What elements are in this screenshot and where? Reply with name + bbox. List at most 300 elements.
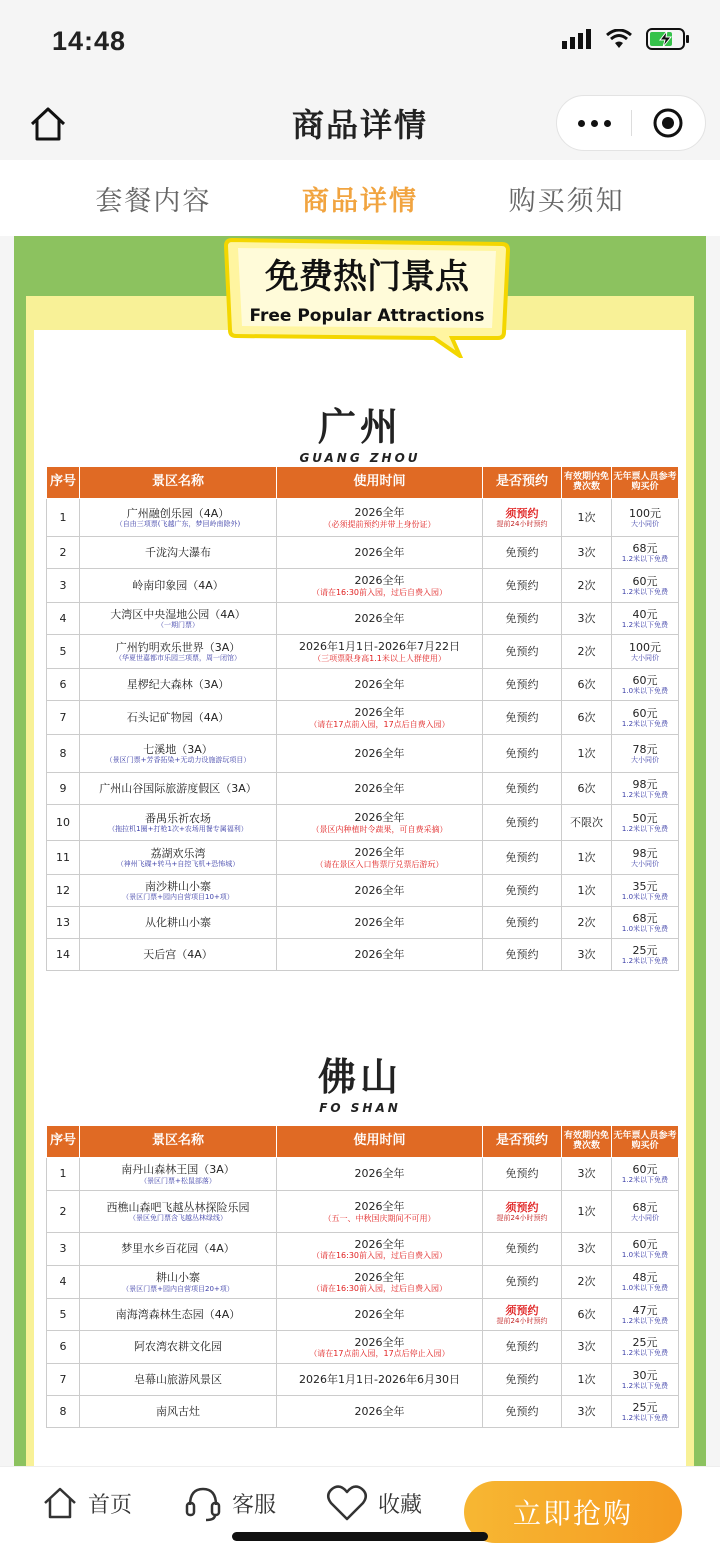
free-times: 1次: [562, 841, 612, 875]
attraction-name: 南风古灶: [156, 1404, 200, 1418]
usage-time-cell: [277, 805, 483, 841]
tab-details[interactable]: 商品详情: [301, 185, 418, 217]
row-number: 5: [47, 635, 80, 669]
attraction-name: 荔湖欢乐湾: [150, 846, 206, 860]
attraction-note: （景区免门票含飞越丛林绿线）: [129, 1214, 227, 1223]
attraction-name: 岭南印象园（4A）: [132, 578, 224, 592]
price-note: 1.0米以下免费: [621, 892, 669, 901]
table-row: [47, 841, 679, 875]
usage-time-cell: [277, 1158, 483, 1191]
usage-time-cell: [277, 1299, 483, 1331]
reservation-cell: [483, 1266, 562, 1299]
tab-package[interactable]: 套餐内容: [95, 185, 212, 217]
col-time: 使用时间: [277, 1126, 483, 1158]
battery-charging-icon: [646, 28, 690, 50]
price-cell: [612, 1364, 679, 1396]
row-number: 6: [47, 1331, 80, 1364]
more-button[interactable]: [557, 95, 631, 151]
usage-time: 2026全年: [354, 811, 405, 825]
table-row: [47, 773, 679, 805]
free-times: 6次: [562, 1299, 612, 1331]
reservation-cell: [483, 701, 562, 735]
table-row: [47, 1331, 679, 1364]
reference-price: 25元: [632, 1400, 658, 1414]
attraction-name-cell: [80, 635, 277, 669]
price-cell: [612, 537, 679, 569]
price-cell: [612, 1266, 679, 1299]
price-cell: [612, 1299, 679, 1331]
usage-time-cell: [277, 875, 483, 907]
col-price: 无年票人员参考购买价: [612, 1126, 679, 1158]
table-row: [47, 569, 679, 603]
price-note: 1.0米以下免费: [621, 686, 669, 695]
free-times: 2次: [562, 907, 612, 939]
reservation-cell: [483, 875, 562, 907]
city-name: 佛山: [317, 1055, 402, 1099]
row-number: 3: [47, 569, 80, 603]
reservation-status: 免预约: [505, 644, 539, 658]
usage-time-cell: [277, 735, 483, 773]
status-icons: [562, 28, 690, 50]
table-row: [47, 1396, 679, 1428]
price-cell: [612, 669, 679, 701]
usage-time: 2026全年: [354, 1270, 405, 1284]
row-number: 7: [47, 701, 80, 735]
usage-time: 2026全年: [354, 746, 405, 760]
reservation-status: 免预约: [505, 1275, 539, 1289]
customer-service-button[interactable]: [184, 1481, 276, 1525]
attraction-note: （自由三项票(飞越广东，梦回岭南除外): [115, 520, 241, 529]
row-number: 8: [47, 735, 80, 773]
reference-price: 47元: [632, 1303, 658, 1317]
favorite-button[interactable]: [326, 1481, 422, 1525]
price-cell: [612, 841, 679, 875]
usage-time-cell: [277, 1331, 483, 1364]
usage-time: 2026全年: [354, 706, 405, 720]
usage-time: 2026全年: [354, 883, 405, 897]
attraction-name: 梦里水乡百花园（4A）: [121, 1242, 235, 1256]
free-times: 3次: [562, 537, 612, 569]
reservation-cell: [483, 1299, 562, 1331]
col-name: 景区名称: [80, 1126, 277, 1158]
reference-price: 48元: [632, 1271, 658, 1285]
reservation-cell: [483, 805, 562, 841]
reservation-status: 免预约: [505, 545, 539, 559]
reservation-status: 免预约: [505, 1167, 539, 1181]
row-number: 2: [47, 1191, 80, 1233]
attraction-name-cell: [80, 773, 277, 805]
reservation-cell: [483, 773, 562, 805]
reference-price: 25元: [632, 943, 658, 957]
city-name-en: GUANG ZHOU: [299, 451, 421, 465]
usage-time-note: （五一、中秋国庆期间不可用）: [323, 1213, 436, 1223]
reservation-required: 须预约: [505, 506, 539, 520]
signal-icon: [562, 29, 592, 49]
usage-time-note: （三项票限身高1.1米以上人群使用）: [313, 653, 446, 663]
reservation-cell: [483, 1191, 562, 1233]
table-row: [47, 735, 679, 773]
customer-service-label: 客服: [232, 1492, 277, 1518]
reservation-status: 免预约: [505, 947, 539, 961]
usage-time: 2026全年: [354, 1307, 405, 1321]
usage-time-cell: [277, 603, 483, 635]
table-row: [47, 603, 679, 635]
usage-time-note: （请在16:30前入园，过后自费入园）: [311, 587, 448, 597]
free-times: 2次: [562, 635, 612, 669]
usage-time: 2026全年: [354, 611, 405, 625]
free-times: 2次: [562, 1266, 612, 1299]
reservation-status: 免预约: [505, 850, 539, 864]
usage-time-cell: [277, 773, 483, 805]
free-times: 1次: [562, 875, 612, 907]
col-no: 序号: [47, 467, 80, 499]
free-times: 6次: [562, 773, 612, 805]
reservation-cell: [483, 1158, 562, 1191]
reference-price: 35元: [632, 879, 658, 893]
usage-time: 2026全年: [354, 677, 405, 691]
usage-time-cell: [277, 1191, 483, 1233]
heart-icon: [326, 1484, 368, 1522]
reservation-cell: [483, 537, 562, 569]
row-number: 12: [47, 875, 80, 907]
bottom-action-bar: [0, 1466, 720, 1558]
attraction-name-cell: [80, 499, 277, 537]
reservation-status: 免预约: [505, 710, 539, 724]
price-note: 1.0米以下免费: [621, 1251, 669, 1260]
usage-time: 2026全年: [354, 1404, 405, 1418]
target-close-icon: [652, 107, 684, 139]
badge-subtitle: Free Popular Attractions: [249, 306, 485, 326]
table-header-row: [47, 1126, 679, 1158]
row-number: 10: [47, 805, 80, 841]
reference-price: 68元: [632, 1200, 658, 1214]
usage-time: 2026全年: [354, 1200, 405, 1214]
row-number: 5: [47, 1299, 80, 1331]
attraction-name: 西樵山森吧飞越丛林探险乐园: [106, 1200, 250, 1214]
price-cell: [612, 907, 679, 939]
usage-time-note: （请在17点前入园，17点后停止入园）: [309, 1349, 450, 1358]
free-times: 3次: [562, 1331, 612, 1364]
detail-tabs: [0, 160, 720, 236]
price-cell: [612, 1158, 679, 1191]
col-times: 有效期内免费次数: [562, 467, 612, 499]
mini-program-capsule: [556, 95, 706, 151]
price-cell: [612, 569, 679, 603]
usage-time-cell: [277, 1233, 483, 1266]
price-cell: [612, 805, 679, 841]
price-cell: [612, 875, 679, 907]
price-cell: [612, 603, 679, 635]
row-number: 1: [47, 1158, 80, 1191]
usage-time-cell: [277, 635, 483, 669]
table-row: [47, 635, 679, 669]
attraction-name-cell: [80, 1233, 277, 1266]
reference-price: 100元: [629, 506, 661, 520]
free-times: 2次: [562, 569, 612, 603]
attraction-name-cell: [80, 1364, 277, 1396]
reservation-status: 免预约: [505, 781, 539, 795]
home-indicator: [232, 1532, 488, 1541]
attraction-note: （景区门票+园内自营项目10+项）: [122, 893, 234, 902]
row-number: 1: [47, 499, 80, 537]
reservation-status: 免预约: [505, 1404, 539, 1418]
price-cell: [612, 1331, 679, 1364]
free-times: 1次: [562, 735, 612, 773]
usage-time: 2026全年: [354, 781, 405, 795]
attraction-name: 广州钓明欢乐世界（3A）: [115, 640, 241, 654]
row-number: 7: [47, 1364, 80, 1396]
usage-time-note: （请在16:30前入园，过后自费入园）: [311, 1284, 448, 1293]
table-row: [47, 1191, 679, 1233]
attraction-name-cell: [80, 875, 277, 907]
reference-price: 50元: [632, 811, 658, 825]
reservation-cell: [483, 569, 562, 603]
wifi-icon: [606, 29, 632, 49]
attraction-name: 千泷沟大瀑布: [145, 545, 211, 559]
usage-time-note: （必须提前预约并带上身份证）: [323, 519, 436, 529]
price-note: 1.2米以下免费: [621, 1349, 669, 1358]
city-name: 广州: [317, 405, 402, 449]
price-cell: [612, 773, 679, 805]
free-times: 6次: [562, 701, 612, 735]
attraction-note: （景区门票+园内自营项目20+项）: [122, 1284, 234, 1293]
attractions-poster: [14, 236, 706, 1466]
usage-time: 2026全年: [354, 846, 405, 860]
row-number: 2: [47, 537, 80, 569]
usage-time-cell: [277, 701, 483, 735]
row-number: 6: [47, 669, 80, 701]
usage-time: 2026全年: [354, 1237, 405, 1251]
reservation-cell: [483, 841, 562, 875]
price-note: 1.2米以下免费: [621, 554, 669, 563]
free-times: 不限次: [562, 805, 612, 841]
price-note: 大小同价: [631, 1213, 659, 1222]
attraction-name: 大湾区中央湿地公园（4A）: [110, 607, 246, 621]
table-row: [47, 1158, 679, 1191]
attraction-name: 南海湾森林生态园（4A）: [115, 1307, 241, 1321]
reservation-status: 免预约: [505, 578, 539, 592]
attraction-note: （拖拉机1圈+打枪1次+农场用餐专属福利）: [108, 825, 248, 834]
attraction-name-cell: [80, 939, 277, 971]
price-note: 大小同价: [631, 519, 659, 528]
table-row: [47, 499, 679, 537]
reservation-status: 免预约: [505, 746, 539, 760]
usage-time-cell: [277, 1266, 483, 1299]
reservation-status: 免预约: [505, 1372, 539, 1386]
usage-time-cell: [277, 499, 483, 537]
attraction-name: 南沙耕山小寨: [145, 879, 211, 893]
attraction-name: 星椤纪大森林（3A）: [126, 677, 230, 691]
reservation-status: 免预约: [505, 915, 539, 929]
tab-notice[interactable]: 购买须知: [508, 185, 625, 217]
usage-time-cell: [277, 537, 483, 569]
free-times: 3次: [562, 939, 612, 971]
usage-time: 2026全年: [354, 1335, 405, 1349]
attraction-name: 石头记矿物园（4A）: [126, 710, 230, 724]
reservation-required: 须预约: [505, 1200, 539, 1214]
usage-time: 2026全年: [354, 915, 405, 929]
usage-time-note: （请在17点前入园，17点后自费入园）: [309, 719, 450, 729]
attraction-name-cell: [80, 1299, 277, 1331]
usage-time: 2026全年: [354, 545, 405, 559]
attraction-name-cell: [80, 735, 277, 773]
attraction-name-cell: [80, 1396, 277, 1428]
free-times: 1次: [562, 1191, 612, 1233]
home-icon: [42, 1485, 78, 1521]
attraction-note: （一期门票）: [157, 621, 199, 630]
reservation-note: 提前24小时预约: [496, 519, 548, 528]
reservation-cell: [483, 939, 562, 971]
col-times: 有效期内免费次数: [562, 1126, 612, 1158]
col-no: 序号: [47, 1126, 80, 1158]
reservation-cell: [483, 735, 562, 773]
status-bar: [0, 0, 720, 88]
row-number: 3: [47, 1233, 80, 1266]
close-button[interactable]: [632, 95, 705, 151]
attraction-name-cell: [80, 669, 277, 701]
nav-bar: [0, 88, 720, 160]
reservation-cell: [483, 669, 562, 701]
reservation-cell: [483, 1331, 562, 1364]
attraction-name: 广州山谷国际旅游度假区（3A）: [99, 781, 257, 795]
reservation-note: 提前24小时预约: [496, 1213, 548, 1222]
reservation-cell: [483, 499, 562, 537]
row-number: 11: [47, 841, 80, 875]
row-number: 13: [47, 907, 80, 939]
attraction-name-cell: [80, 569, 277, 603]
attraction-note: （华夏世嘉都市乐园三项票，周一闭馆）: [115, 654, 241, 663]
table-row: [47, 669, 679, 701]
status-time: 14:48: [52, 26, 127, 56]
usage-time-note: （请在16:30前入园，过后自费入园）: [311, 1251, 448, 1260]
reservation-cell: [483, 1364, 562, 1396]
price-cell: [612, 939, 679, 971]
attraction-name-cell: [80, 1331, 277, 1364]
usage-time: 2026年1月1日-2026年6月30日: [299, 1372, 460, 1386]
table-row: [47, 1266, 679, 1299]
reservation-status: 免预约: [505, 815, 539, 829]
attraction-name-cell: [80, 701, 277, 735]
title-badge: [224, 236, 510, 358]
price-note: 1.2米以下免费: [621, 620, 669, 629]
reservation-cell: [483, 1396, 562, 1428]
reservation-cell: [483, 603, 562, 635]
free-times: 1次: [562, 499, 612, 537]
attraction-name-cell: [80, 1158, 277, 1191]
headset-icon: [184, 1483, 222, 1523]
usage-time-cell: [277, 669, 483, 701]
price-cell: [612, 1396, 679, 1428]
price-note: 1.2米以下免费: [621, 790, 669, 799]
price-note: 1.2米以下免费: [621, 1381, 669, 1390]
free-times: 3次: [562, 1233, 612, 1266]
table-row: [47, 701, 679, 735]
usage-time-cell: [277, 939, 483, 971]
attraction-name: 七溪地（3A）: [143, 742, 213, 756]
col-reserve: 是否预约: [483, 467, 562, 499]
reference-price: 68元: [632, 541, 658, 555]
reference-price: 78元: [632, 742, 658, 756]
city-name-en: FO SHAN: [319, 1101, 401, 1115]
price-note: 1.0米以下免费: [621, 1284, 669, 1293]
reservation-status: 免预约: [505, 611, 539, 625]
reference-price: 98元: [632, 777, 658, 791]
free-times: 6次: [562, 669, 612, 701]
table-row: [47, 1299, 679, 1331]
col-name: 景区名称: [80, 467, 277, 499]
col-price: 无年票人员参考购买价: [612, 467, 679, 499]
usage-time-cell: [277, 907, 483, 939]
attraction-name: 天后宫（4A）: [143, 947, 213, 961]
reservation-status: 免预约: [505, 883, 539, 897]
table-row: [47, 875, 679, 907]
attraction-name: 广州融创乐园（4A）: [126, 506, 230, 520]
attraction-name: 从化耕山小寨: [145, 915, 211, 929]
price-cell: [612, 1233, 679, 1266]
attraction-name-cell: [80, 603, 277, 635]
bottom-home-label: 首页: [88, 1492, 133, 1518]
usage-time-note: （请在景区入口售票厅兑票后游玩）: [315, 859, 444, 869]
usage-time: 2026全年: [354, 506, 405, 520]
city-header-foshan: [14, 1046, 706, 1115]
price-note: 1.2米以下免费: [621, 1413, 669, 1422]
page-title: 商品详情: [291, 106, 428, 144]
reservation-cell: [483, 907, 562, 939]
more-icon: [578, 120, 585, 127]
usage-time: 2026全年: [354, 947, 405, 961]
price-cell: [612, 499, 679, 537]
reference-price: 25元: [632, 1336, 658, 1350]
price-note: 大小同价: [631, 653, 659, 662]
usage-time-cell: [277, 1364, 483, 1396]
attractions-table-foshan: [46, 1125, 679, 1428]
city-header-guangzhou: [14, 396, 706, 465]
reservation-status: 免预约: [505, 677, 539, 691]
attraction-note: （景区门票+芳香拓染+无动力设施游玩项目）: [105, 756, 251, 765]
reference-price: 40元: [632, 607, 658, 621]
attraction-name-cell: [80, 841, 277, 875]
badge-title: 免费热门景点: [265, 257, 469, 297]
favorite-label: 收藏: [378, 1492, 423, 1518]
price-note: 1.2米以下免费: [621, 1176, 669, 1185]
reference-price: 98元: [632, 846, 658, 860]
reference-price: 60元: [632, 574, 658, 588]
row-number: 8: [47, 1396, 80, 1428]
bottom-home-button[interactable]: [42, 1481, 132, 1525]
reference-price: 60元: [632, 1163, 658, 1177]
table-row: [47, 939, 679, 971]
attraction-note: （景区门票+松鼠部落）: [140, 1176, 216, 1185]
attraction-name-cell: [80, 1266, 277, 1299]
reservation-status: 免预约: [505, 1340, 539, 1354]
usage-time: 2026全年: [354, 1167, 405, 1181]
usage-time: 2026年1月1日-2026年7月22日: [299, 640, 460, 654]
buy-now-button[interactable]: 立即抢购: [464, 1481, 682, 1543]
price-note: 大小同价: [631, 859, 659, 868]
col-time: 使用时间: [277, 467, 483, 499]
attraction-name: 耕山小寨: [156, 1271, 200, 1285]
price-note: 1.2米以下免费: [621, 956, 669, 965]
reservation-required: 须预约: [505, 1303, 539, 1317]
row-number: 4: [47, 1266, 80, 1299]
table-row: [47, 537, 679, 569]
row-number: 14: [47, 939, 80, 971]
free-times: 3次: [562, 603, 612, 635]
price-note: 1.2米以下免费: [621, 1316, 669, 1325]
free-times: 3次: [562, 1158, 612, 1191]
usage-time-cell: [277, 1396, 483, 1428]
table-row: [47, 1233, 679, 1266]
